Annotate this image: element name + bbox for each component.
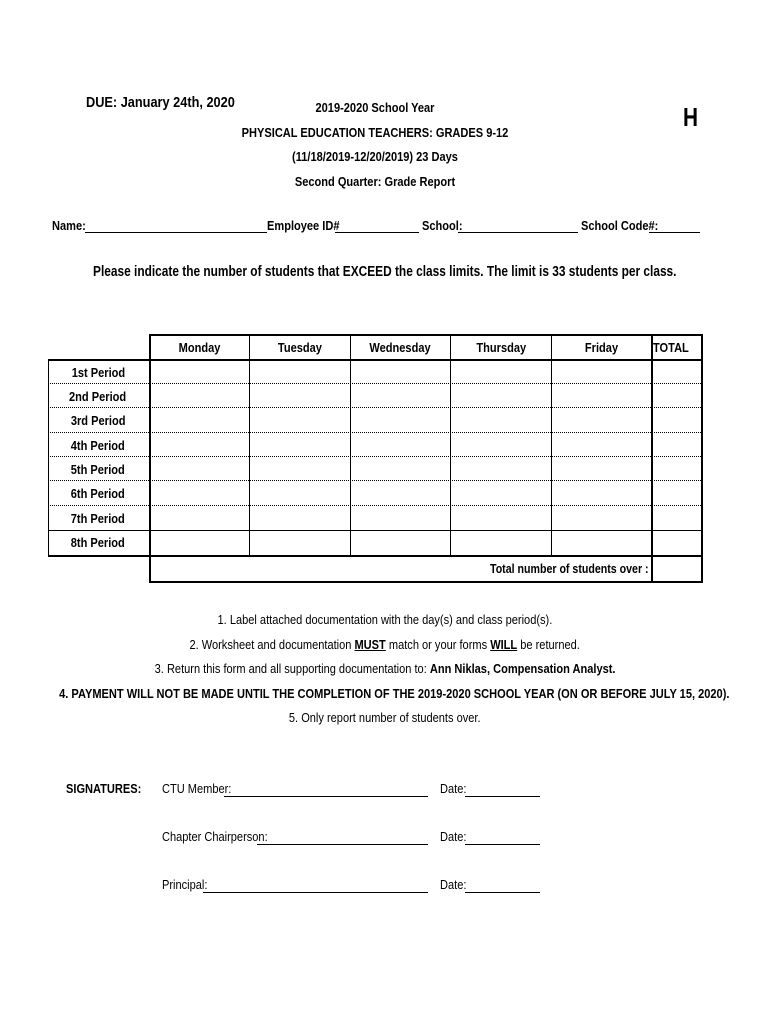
header-tuesday: Tuesday xyxy=(277,340,323,355)
header-wednesday: Wednesday xyxy=(369,340,432,355)
name-label: Name: xyxy=(52,218,86,233)
school-code-field[interactable] xyxy=(649,232,700,233)
chapter-chairperson-signature-line[interactable] xyxy=(257,844,428,845)
header-monday: Monday xyxy=(178,340,221,355)
ctu-member-label: CTU Member: xyxy=(162,781,232,796)
header-friday: Friday xyxy=(584,340,619,355)
ctu-date-label: Date: xyxy=(440,781,467,796)
chapter-chairperson-label: Chapter Chairperson: xyxy=(162,829,268,844)
date-range: (11/18/2019-12/20/2019) 23 Days xyxy=(292,149,458,164)
period-label-6: 6th Period xyxy=(70,486,126,501)
school-label: School: xyxy=(422,218,463,233)
total-over-label: Total number of students over : xyxy=(490,562,649,576)
teachers-title: PHYSICAL EDUCATION TEACHERS: GRADES 9-12 xyxy=(241,124,509,140)
period-label-8: 8th Period xyxy=(70,535,126,550)
name-field[interactable] xyxy=(85,232,267,233)
principal-date-line[interactable] xyxy=(465,892,540,893)
signatures-title: SIGNATURES: xyxy=(66,781,142,796)
principal-signature-line[interactable] xyxy=(203,892,428,893)
principal-date-label: Date: xyxy=(440,877,467,892)
form-header xyxy=(200,96,550,194)
due-date: DUE: January 24th, 2020 xyxy=(86,94,235,111)
employee-id-label: Employee ID# xyxy=(267,218,340,233)
employee-id-field[interactable] xyxy=(335,232,419,233)
report-title: Second Quarter: Grade Report xyxy=(294,173,456,189)
school-code-label: School Code#: xyxy=(581,218,659,233)
school-field[interactable] xyxy=(458,232,578,233)
period-label-3: 3rd Period xyxy=(70,413,126,428)
total-over-cell[interactable] xyxy=(652,556,701,581)
note-4: 4. PAYMENT WILL NOT BE MADE UNTIL THE COMPLETION OF THE 2019-2020 SCHOOL YEAR (ON OR BEFORE JULY 15, 2020). xyxy=(59,685,730,701)
form-letter: H xyxy=(683,102,699,132)
instruction: Please indicate the number of students that EXCEED the class limits. The limit is 33 students per class. xyxy=(93,264,677,280)
header-total: TOTAL xyxy=(653,340,689,355)
school-year: 2019-2020 School Year xyxy=(315,100,435,115)
ctu-date-line[interactable] xyxy=(465,796,540,797)
note-1: 1. Label attached documentation with the day(s) and class period(s). xyxy=(217,612,553,627)
period-label-4: 4th Period xyxy=(70,438,126,453)
note-3: 3. Return this form and all supporting documentation to: Ann Niklas, Compensation Analyst. xyxy=(154,661,616,676)
header-thursday: Thursday xyxy=(476,340,526,355)
chair-date-label: Date: xyxy=(440,829,467,844)
period-label-5: 5th Period xyxy=(70,462,126,477)
chair-date-line[interactable] xyxy=(465,844,540,845)
period-label-1: 1st Period xyxy=(71,365,125,380)
note-5: 5. Only report number of students over. xyxy=(289,710,481,725)
note-2: 2. Worksheet and documentation MUST match or your forms WILL be returned. xyxy=(189,636,581,652)
identification-row xyxy=(52,218,702,238)
period-label-7: 7th Period xyxy=(70,511,126,526)
period-label-2: 2nd Period xyxy=(69,389,127,404)
class-limit-table xyxy=(48,334,703,583)
ctu-member-signature-line[interactable] xyxy=(224,796,428,797)
instructions-list xyxy=(0,608,770,731)
principal-label: Principal: xyxy=(162,877,208,892)
